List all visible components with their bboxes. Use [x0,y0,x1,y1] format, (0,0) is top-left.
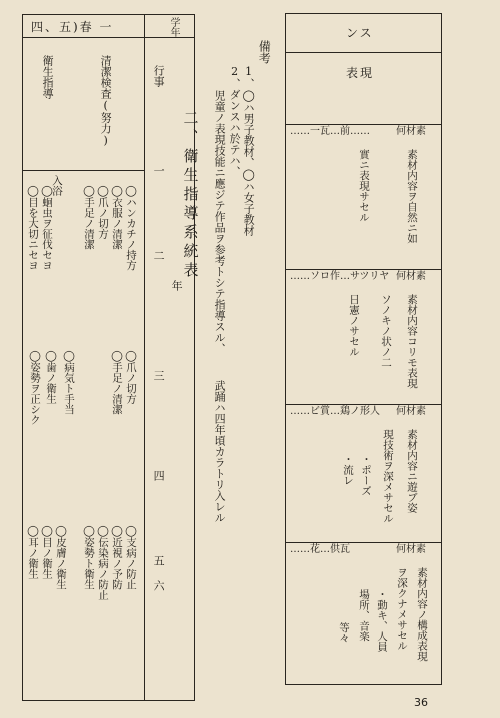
grade-6: 六 [152,580,166,591]
block1-label: ……一瓦…前…… [290,126,370,137]
note-1: 1、◯ハ男子教材、◯ハ女子教材 [242,65,256,236]
block3-label: ……ビ賞…鶏ノ形人 [290,406,380,417]
row2-item-4: ◯手足ノ清潔 [111,350,124,415]
right-row-divider-2 [286,269,441,270]
row3-item-7: ◯支病ノ防止 [125,525,138,590]
page-number: 36 [414,696,428,709]
note-2: 2、ダンスハ於テハ、 [228,65,242,177]
block1-line-2: 實ニ表現サセル [358,149,371,223]
category-label-2: 清潔検査(努力) [99,55,113,147]
row2-item-5: ◯爪ノ切方 [125,350,138,404]
block3-line-1: 素材内容ニ遊ブ姿 [406,429,419,513]
row3-item-4: ◯姿勢ト衛生 [83,525,96,590]
note-3: 児童ノ表現技能ニ應ジテ作品ヲ参考トシテ指導スル、 [213,90,227,354]
table-header [23,15,145,38]
row3-item-1: ◯耳ノ衛生 [27,525,40,579]
right-row-divider-1 [286,124,441,125]
grade-3: 三 [152,370,166,381]
block2-title: 何材素 [396,271,426,282]
row1-item-2: ◯蛔虫ヲ征伐セヨ [41,185,54,271]
category-label-1: 衛生指導 [41,55,55,99]
right-header-2: 表現 [346,66,375,80]
right-row-divider-3 [286,404,441,405]
row1-item-1: ◯目を大切ニセヨ [27,185,40,271]
row2-item-1: ◯姿勢ヲ正シク [29,350,42,425]
note-4: 武踊ハ四年頃カラトリ入レル [213,380,227,523]
block3-line-2: 現技術ヲ深メサセル [382,429,395,524]
dance-expression-table [285,13,442,685]
row3-item-6: ◯近視ノ予防 [111,525,124,590]
right-row-divider-4 [286,542,441,543]
year-suffix: 年 [170,280,184,291]
block4-line-5: 等々 [338,622,351,643]
right-header-1: ンス [346,26,374,40]
block1-line-1: 素材内容ヲ自然ニ如 [406,149,419,244]
row1-item-4: ◯手足ノ清潔 [83,185,96,250]
block4-line-1: 素材内容ノ構成表現 [416,567,429,662]
grade-header [144,15,194,38]
column-divider [144,37,145,700]
row3-item-3: ◯皮膚ノ衛生 [55,525,68,590]
grade-header-label: 学年 [168,17,179,37]
block2-line-2: ソノキノ状ノ二 [380,294,393,368]
table-header-title: 四、五)春 一 [31,20,114,34]
row1-item-6: ◯衣服ノ清潔 [111,185,124,250]
block4-line-2: ヲ深クナメサセル [396,567,409,651]
block2-line-3: 日憲ノサセル [348,294,361,357]
right-row-divider-0 [286,52,441,53]
block1-title: 何材素 [396,126,426,137]
block3-line-4: ・流レ [342,454,355,486]
block4-line-3: ・動キ、人員 [376,589,389,652]
grade-5: 五 [152,555,166,566]
grade-2: 二 [152,250,166,261]
row-divider-1 [23,170,144,171]
note-title: 備考 [257,40,272,64]
block4-label: ……花…供瓦 [290,544,350,555]
row3-item-2: ◯目ノ衛生 [41,525,54,579]
block4-line-4: 場所、音楽 [358,589,371,642]
grade-4: 四 [152,470,166,481]
header-year-label: 行事 [152,65,166,87]
block4-title: 何材素 [396,544,426,555]
block2-line-1: 素材内容コリモ表現 [406,294,419,389]
block2-label: ……ソロ作…サツリヤ [290,271,390,282]
block3-line-3: ・ポーズ [360,454,373,496]
row3-item-5: ◯伝染病ノ防止 [97,525,110,600]
section-title: 二、衛生指導系統表 [181,110,200,281]
row2-item-2: ◯歯ノ衛生 [45,350,58,404]
block3-title: 何材素 [396,406,426,417]
hygiene-table [22,14,195,701]
row2-item-3: ◯病気ト手当 [63,350,76,415]
row1-item-5: ◯爪ノ切方 [97,185,110,239]
row1-item-7: ◯ハンカチノ持方 [125,185,138,271]
row1-item-3: 入浴 [51,175,64,196]
grade-1: 一 [152,165,166,176]
